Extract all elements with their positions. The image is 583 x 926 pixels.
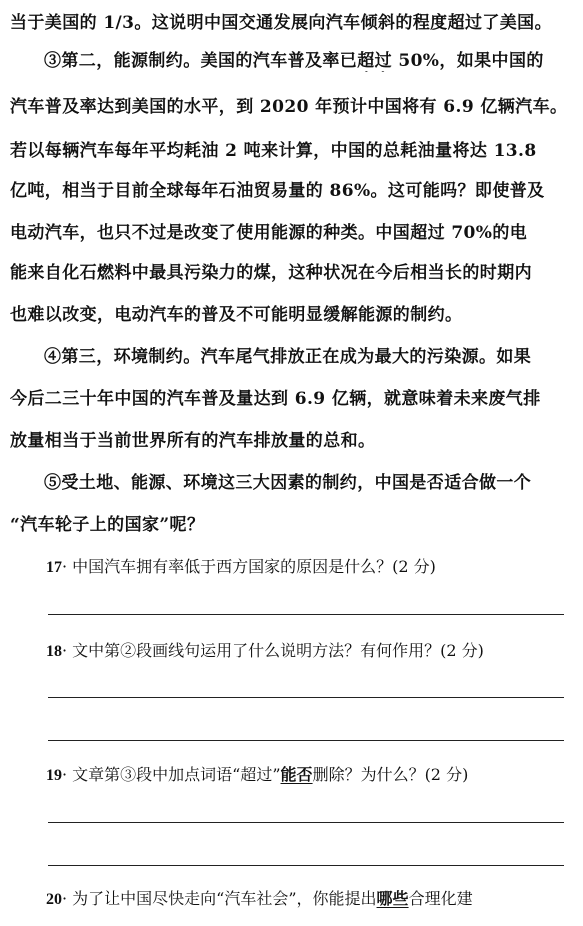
question-text: · 文章第③段中加点词语“超过” — [62, 765, 281, 784]
question-19 — [46, 764, 575, 787]
passage-line-13: “汽车轮子上的国家”呢？ — [10, 515, 205, 535]
question-number: 19 — [46, 767, 62, 784]
question-text: 合理化建 — [408, 889, 473, 908]
question-20 — [46, 888, 575, 911]
answer-line[interactable] — [48, 865, 564, 866]
question-number: 17 — [46, 559, 62, 576]
question-17 — [46, 556, 575, 579]
answer-line[interactable] — [48, 822, 564, 823]
dotted-emphasis-word: 超过 · · — [357, 50, 392, 72]
passage-line-11: 放量相当于当前世界所有的汽车排放量的总和。 — [10, 431, 376, 451]
answer-line[interactable] — [48, 697, 564, 698]
passage-text: 50%，如果中国的 — [392, 51, 544, 71]
passage-line-6: 电动汽车，也只不过是改变了使用能源的种类。中国超过 70%的电 — [10, 223, 528, 243]
question-number: 20 — [46, 891, 62, 908]
question-number: 18 — [46, 643, 62, 660]
passage-paragraph-5-start: ⑤受土地、能源、环境这三大因素的制约，中国是否适合做一个 — [44, 473, 532, 493]
passage-line-5: 亿吨，相当于目前全球每年石油贸易量的 86%。这可能吗？即使普及 — [10, 181, 545, 201]
question-text: · 为了让中国尽快走向“汽车社会”，你能提出 — [62, 889, 377, 908]
passage-paragraph-3-start — [44, 50, 575, 72]
passage-line-10: 今后二三十年中国的汽车普及量达到 6.9 亿辆，就意味着未来废气排 — [10, 389, 541, 409]
passage-line-8: 也难以改变，电动汽车的普及不可能明显缓解能源的制约。 — [10, 305, 463, 325]
answer-line[interactable] — [48, 740, 564, 741]
passage-line-4: 若以每辆汽车每年平均耗油 2 吨来计算，中国的总耗油量将达 13.8 — [10, 141, 537, 161]
question-text: · 中国汽车拥有率低于西方国家的原因是什么？(2 分) — [62, 557, 436, 576]
question-text: 删除？为什么？(2 分) — [312, 765, 469, 784]
passage-line-1: 当于美国的 1/3。这说明中国交通发展向汽车倾斜的程度超过了美国。 — [10, 13, 552, 33]
passage-line-7: 能来自化石燃料中最具污染力的煤，这种状况在今后相当长的时期内 — [10, 263, 532, 283]
emphasized-word: 能否 — [280, 765, 313, 784]
question-text: · 文中第②段画线句运用了什么说明方法？有何作用？(2 分) — [62, 641, 484, 660]
emphasized-word: 哪些 — [376, 889, 409, 908]
passage-line-3: 汽车普及率达到美国的水平，到 2020 年预计中国将有 6.9 亿辆汽车。 — [10, 97, 568, 117]
passage-text: ③第二，能源制约。美国的汽车普及率已 — [44, 51, 358, 71]
passage-paragraph-4-start: ④第三，环境制约。汽车尾气排放正在成为最大的污染源。如果 — [44, 347, 532, 367]
question-18 — [46, 640, 575, 663]
answer-line[interactable] — [48, 614, 564, 615]
